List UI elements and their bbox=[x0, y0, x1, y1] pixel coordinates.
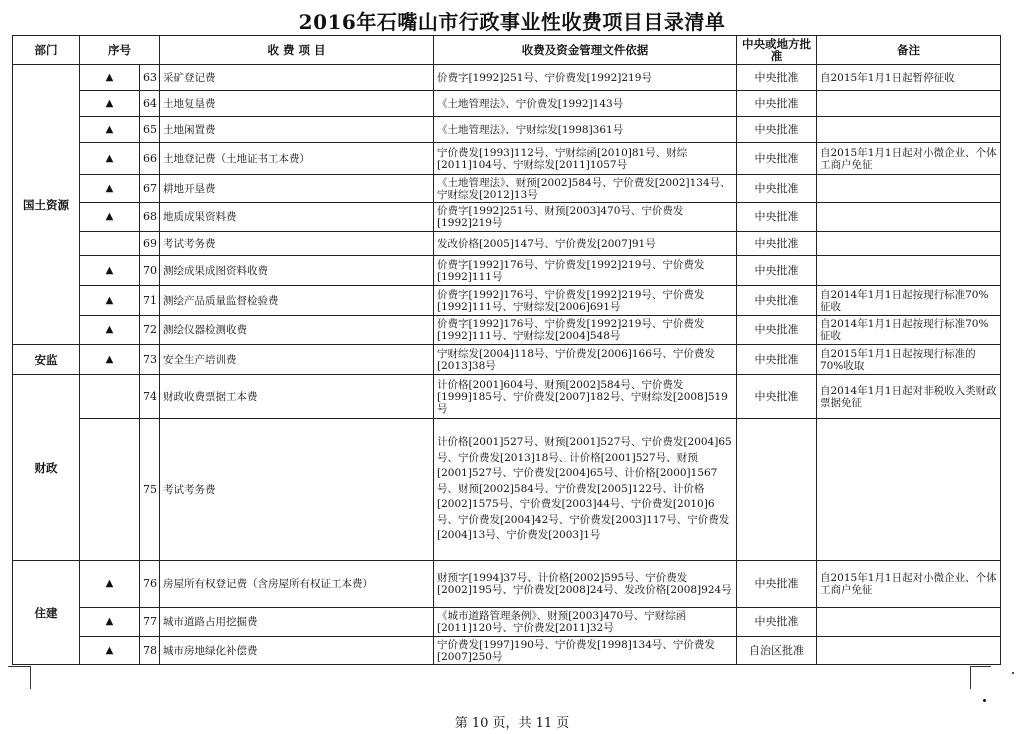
table-row bbox=[13, 316, 1001, 345]
authority-cell: 中央批准 bbox=[737, 608, 817, 637]
basis-cell: 财预字[1994]37号、计价格[2002]595号、宁价费发[2002]195号、宁价费发[2008]24号、发改价格[2008]924号 bbox=[434, 561, 737, 608]
basis-cell: 价费字[1992]251号、宁价费发[1992]219号 bbox=[434, 65, 737, 91]
scan-speck bbox=[983, 699, 986, 702]
mark-cell: ▲ bbox=[80, 608, 140, 637]
mark-cell: ▲ bbox=[80, 65, 140, 91]
seq-cell: 64 bbox=[140, 91, 160, 117]
seq-cell: 75 bbox=[140, 419, 160, 561]
basis-cell: 价费字[1992]176号、宁价费发[1992]219号、宁价费发[1992]111号 bbox=[434, 256, 737, 286]
basis-cell: 价费字[1992]176号、宁价费发[1992]219号、宁价费发[1992]111号、宁财综发[2004]548号 bbox=[434, 316, 737, 345]
table-row bbox=[13, 637, 1001, 665]
mark-cell: ▲ bbox=[80, 561, 140, 608]
item-cell: 测绘产品质量监督检验费 bbox=[160, 286, 434, 316]
dept-cell: 住建 bbox=[13, 561, 80, 665]
note-cell bbox=[817, 637, 1001, 665]
note-cell bbox=[817, 256, 1001, 286]
seq-cell: 72 bbox=[140, 316, 160, 345]
authority-cell: 中央批准 bbox=[737, 232, 817, 256]
note-cell bbox=[817, 203, 1001, 232]
basis-cell: 发改价格[2005]147号、宁价费发[2007]91号 bbox=[434, 232, 737, 256]
item-cell: 安全生产培训费 bbox=[160, 345, 434, 375]
header-dept: 部门 bbox=[13, 36, 80, 65]
dept-cell: 国土资源 bbox=[13, 65, 80, 345]
mark-cell: ▲ bbox=[80, 175, 140, 203]
item-cell: 测绘仪器检测收费 bbox=[160, 316, 434, 345]
note-cell bbox=[817, 91, 1001, 117]
table-row bbox=[13, 286, 1001, 316]
table-row bbox=[13, 561, 1001, 608]
mark-cell: ▲ bbox=[80, 286, 140, 316]
basis-cell: 《土地管理法》、宁财综发[1998]361号 bbox=[434, 117, 737, 143]
table-row bbox=[13, 175, 1001, 203]
mark-cell bbox=[80, 419, 140, 561]
note-cell: 自2015年1月1日起暂停征收 bbox=[817, 65, 1001, 91]
mark-cell: ▲ bbox=[80, 203, 140, 232]
item-cell: 土地闲置费 bbox=[160, 117, 434, 143]
basis-cell: 宁财综发[2004]118号、宁价费发[2006]166号、宁价费发[2013]38号 bbox=[434, 345, 737, 375]
seq-cell: 77 bbox=[140, 608, 160, 637]
table-row bbox=[13, 375, 1001, 419]
seq-cell: 74 bbox=[140, 375, 160, 419]
authority-cell: 中央批准 bbox=[737, 375, 817, 419]
note-cell: 自2015年1月1日起按现行标准的70%收取 bbox=[817, 345, 1001, 375]
item-cell: 土地登记费（土地证书工本费） bbox=[160, 143, 434, 175]
mark-cell: ▲ bbox=[80, 316, 140, 345]
basis-cell: 价费字[1992]251号、财预[2003]470号、宁价费发[1992]219号 bbox=[434, 203, 737, 232]
basis-cell: 《土地管理法》、宁价费发[1992]143号 bbox=[434, 91, 737, 117]
note-cell bbox=[817, 608, 1001, 637]
item-cell: 财政收费票据工本费 bbox=[160, 375, 434, 419]
item-cell: 考试考务费 bbox=[160, 419, 434, 561]
table-row bbox=[13, 65, 1001, 91]
seq-cell: 69 bbox=[140, 232, 160, 256]
authority-cell: 中央批准 bbox=[737, 175, 817, 203]
mark-cell: ▲ bbox=[80, 345, 140, 375]
seq-cell: 71 bbox=[140, 286, 160, 316]
basis-cell: 宁价费发[1997]190号、宁价费发[1998]134号、宁价费发[2007]250号 bbox=[434, 637, 737, 665]
page-footer: 第 10 页，共 11 页 bbox=[454, 716, 570, 731]
basis-cell: 价费字[1992]176号、宁价费发[1992]219号、宁价费发[1992]111号、宁财综发[2006]691号 bbox=[434, 286, 737, 316]
basis-cell: 计价格[2001]527号、财预[2001]527号、宁价费发[2004]65号、宁价费发[2013]18号、计价格[2001]527号、财预[2001]527号、宁价费发[2004]65号、计价格[2000]1567号、财预[2002]584号、宁价费发[2005]122号、计价格[2002]1575号、宁价费发[2003]44号、宁价费发[2010]6号、宁价费发[2004]42号、宁价费发[2003]117号、宁价费发[2004]13号、宁价费发[2003]1号 bbox=[434, 419, 737, 561]
item-cell: 房屋所有权登记费（含房屋所有权证工本费） bbox=[160, 561, 434, 608]
header-authority: 中央或地方批准 bbox=[737, 36, 817, 65]
authority-cell: 中央批准 bbox=[737, 316, 817, 345]
item-cell: 测绘成果成图资料收费 bbox=[160, 256, 434, 286]
basis-cell: 《土地管理法》、财预[2002]584号、宁价费发[2002]134号、宁财综发[2012]13号 bbox=[434, 175, 737, 203]
note-cell: 自2014年1月1日起按现行标准70%征收 bbox=[817, 286, 1001, 316]
authority-cell: 中央批准 bbox=[737, 65, 817, 91]
note-cell: 自2015年1月1日起对小微企业、个体工商户免征 bbox=[817, 561, 1001, 608]
seq-cell: 68 bbox=[140, 203, 160, 232]
authority-cell: 中央批准 bbox=[737, 256, 817, 286]
scan-speck bbox=[1012, 672, 1014, 674]
note-cell: 自2014年1月1日起对非税收入类财政票据免征 bbox=[817, 375, 1001, 419]
header-basis: 收费及资金管理文件依据 bbox=[434, 36, 737, 65]
authority-cell: 中央批准 bbox=[737, 117, 817, 143]
note-cell bbox=[817, 175, 1001, 203]
dept-cell: 财政 bbox=[13, 375, 80, 561]
item-cell: 城市房地绿化补偿费 bbox=[160, 637, 434, 665]
page-title: 2016年石嘴山市行政事业性收费项目目录清单 bbox=[298, 10, 726, 34]
item-cell: 考试考务费 bbox=[160, 232, 434, 256]
table-row bbox=[13, 256, 1001, 286]
note-cell bbox=[817, 419, 1001, 561]
seq-cell: 73 bbox=[140, 345, 160, 375]
fee-catalog-table bbox=[12, 35, 1001, 665]
mark-cell: ▲ bbox=[80, 256, 140, 286]
authority-cell bbox=[737, 419, 817, 561]
authority-cell: 中央批准 bbox=[737, 286, 817, 316]
seq-cell: 70 bbox=[140, 256, 160, 286]
item-cell: 耕地开垦费 bbox=[160, 175, 434, 203]
table-row bbox=[13, 608, 1001, 637]
table-row bbox=[13, 345, 1001, 375]
header-item: 收 费 项 目 bbox=[160, 36, 434, 65]
basis-cell: 宁价费发[1993]112号、宁财综函[2010]81号、财综[2011]104号、宁财综发[2011]1057号 bbox=[434, 143, 737, 175]
authority-cell: 中央批准 bbox=[737, 561, 817, 608]
mark-cell bbox=[80, 375, 140, 419]
authority-cell: 自治区批准 bbox=[737, 637, 817, 665]
seq-cell: 76 bbox=[140, 561, 160, 608]
header-seq: 序号 bbox=[80, 36, 160, 65]
mark-cell bbox=[80, 232, 140, 256]
table-header-row bbox=[13, 36, 1001, 65]
note-cell bbox=[817, 117, 1001, 143]
table-row bbox=[13, 117, 1001, 143]
seq-cell: 63 bbox=[140, 65, 160, 91]
basis-cell: 《城市道路管理条例》、财预[2003]470号、宁财综函[2011]120号、宁价费发[2011]32号 bbox=[434, 608, 737, 637]
mark-cell: ▲ bbox=[80, 91, 140, 117]
note-cell bbox=[817, 232, 1001, 256]
table-row bbox=[13, 143, 1001, 175]
authority-cell: 中央批准 bbox=[737, 143, 817, 175]
authority-cell: 中央批准 bbox=[737, 203, 817, 232]
mark-cell: ▲ bbox=[80, 637, 140, 665]
item-cell: 地质成果资料费 bbox=[160, 203, 434, 232]
mark-cell: ▲ bbox=[80, 117, 140, 143]
note-cell: 自2015年1月1日起对小微企业、个体工商户免征 bbox=[817, 143, 1001, 175]
seq-cell: 67 bbox=[140, 175, 160, 203]
table-row bbox=[13, 232, 1001, 256]
seq-cell: 66 bbox=[140, 143, 160, 175]
dept-cell: 安监 bbox=[13, 345, 80, 375]
crop-mark bbox=[8, 666, 31, 689]
table-row bbox=[13, 203, 1001, 232]
authority-cell: 中央批准 bbox=[737, 345, 817, 375]
table-row bbox=[13, 91, 1001, 117]
seq-cell: 78 bbox=[140, 637, 160, 665]
mark-cell: ▲ bbox=[80, 143, 140, 175]
basis-cell: 计价格[2001]604号、财预[2002]584号、宁价费发[1999]185号、宁价费发[2007]182号、宁财综发[2008]519号 bbox=[434, 375, 737, 419]
crop-mark bbox=[970, 666, 991, 689]
table-row bbox=[13, 419, 1001, 561]
item-cell: 土地复垦费 bbox=[160, 91, 434, 117]
authority-cell: 中央批准 bbox=[737, 91, 817, 117]
item-cell: 城市道路占用挖掘费 bbox=[160, 608, 434, 637]
note-cell: 自2014年1月1日起按现行标准70%征收 bbox=[817, 316, 1001, 345]
item-cell: 采矿登记费 bbox=[160, 65, 434, 91]
header-note: 备注 bbox=[817, 36, 1001, 65]
seq-cell: 65 bbox=[140, 117, 160, 143]
